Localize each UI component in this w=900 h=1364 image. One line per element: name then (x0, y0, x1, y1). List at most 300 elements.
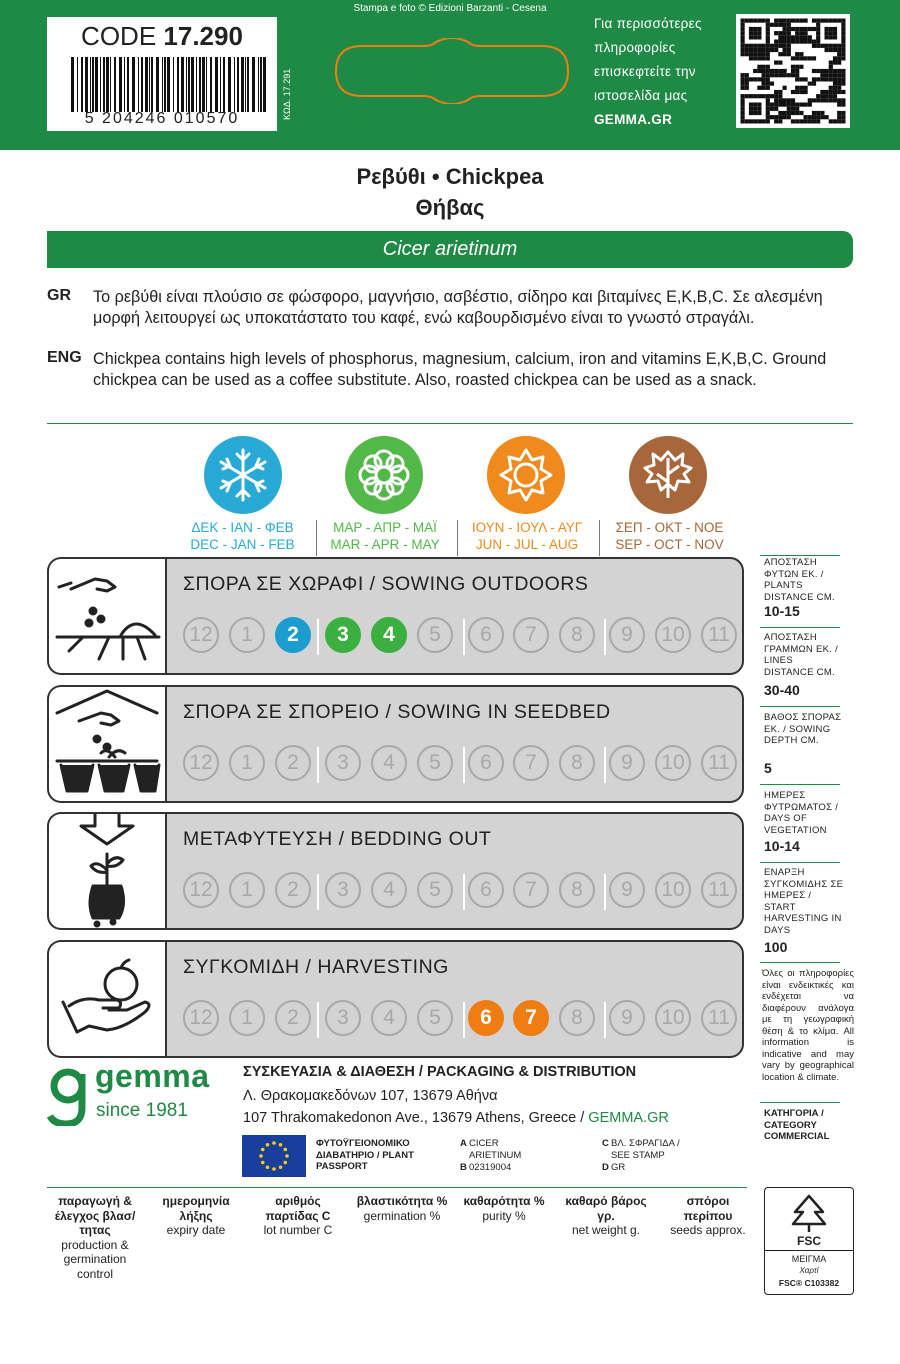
qr-module (799, 103, 803, 107)
qr-module (812, 19, 816, 23)
passport-c-value: ΒΛ. ΣΦΡΑΓΙΔΑ / SEE STAMP (611, 1138, 680, 1161)
qr-module (799, 31, 803, 35)
qr-module (749, 19, 753, 23)
eu-star (261, 1161, 265, 1165)
qr-module (795, 65, 799, 69)
qr-module (841, 111, 845, 115)
barcode-bar (223, 57, 225, 112)
month-4: 4 (371, 872, 407, 908)
season-summer: ΙΟΥΝ - ΙΟΥΛ - ΑΥΓ JUN - JUL - AUG (471, 520, 583, 552)
month-6: 6 (468, 617, 504, 653)
qr-module (837, 61, 841, 65)
qr-module (795, 86, 799, 90)
qr-module (783, 73, 787, 77)
fsc-mix: ΜΕΙΓΜΑ (791, 1254, 827, 1264)
qr-module (816, 27, 820, 31)
qr-module (791, 56, 795, 60)
barcode-bar (167, 57, 170, 112)
qr-module (820, 115, 824, 119)
qr-module (837, 98, 841, 102)
qr-module (841, 27, 845, 31)
barcode-bar (141, 57, 143, 112)
qr-module (841, 52, 845, 56)
passport-b-value: 02319004 (469, 1162, 512, 1173)
seeds-approx-field: σπόροι περίπου seeds approx. (670, 1194, 746, 1237)
qr-module (749, 52, 753, 56)
category: ΚΑΤΗΓΟΡΙΑ / CATEGORY COMMERCIAL (764, 1108, 830, 1142)
sowing-depth-label: ΒΑΘΟΣ ΣΠΟΡΑΣ ΕΚ. / SOWING DEPTH CM. (764, 712, 842, 746)
qr-module (753, 111, 757, 115)
month-panel (165, 557, 744, 675)
qr-module (757, 44, 761, 48)
barcode-bar (181, 57, 184, 112)
qr-module (741, 103, 745, 107)
barcode-bar (90, 57, 91, 112)
qr-module (825, 35, 829, 39)
qr-module (841, 48, 845, 52)
expiry-date-field: ημερομηνία λήξης expiry date (162, 1194, 230, 1237)
qr-module (741, 19, 745, 23)
qr-module (795, 119, 799, 123)
qr-module (770, 44, 774, 48)
month-2: 2 (275, 745, 311, 781)
qr-module (783, 48, 787, 52)
qr-module (778, 115, 782, 119)
qr-module (745, 48, 749, 52)
qr-module (829, 119, 833, 123)
qr-code[interactable] (736, 14, 850, 128)
packaging-title: ΣΥΣΚΕΥΑΣΙΑ & ΔΙΑΘΕΣΗ / PACKAGING & DISTRIBUTION (243, 1064, 637, 1080)
qr-module (837, 115, 841, 119)
qr-module (833, 77, 837, 81)
qr-module (774, 31, 778, 35)
month-2: 2 (275, 617, 311, 653)
barcode-bar (132, 57, 135, 112)
qr-module (837, 90, 841, 94)
month-3: 3 (325, 872, 361, 908)
barcode-bar (100, 57, 101, 112)
fsc-paper: Χαρτί (799, 1266, 819, 1275)
fsc-divider (765, 1250, 853, 1251)
qr-module (787, 31, 791, 35)
qr-module (808, 82, 812, 86)
eu-star (272, 1167, 276, 1171)
qr-module (795, 27, 799, 31)
qr-module (812, 98, 816, 102)
month-7: 7 (513, 745, 549, 781)
qr-module (812, 82, 816, 86)
qr-module (774, 19, 778, 23)
qr-module (820, 98, 824, 102)
qr-module (829, 69, 833, 73)
plants-distance-label: ΑΠΟΣΤΑΣΗ ΦΥΤΩΝ ΕΚ. / PLANTS DISTANCE CM. (764, 557, 835, 603)
qr-module (787, 27, 791, 31)
qr-module (808, 103, 812, 107)
barcode (69, 57, 269, 112)
qr-module (837, 48, 841, 52)
qr-module (829, 48, 833, 52)
qr-module (753, 77, 757, 81)
qr-module (816, 111, 820, 115)
qr-module (829, 86, 833, 90)
qr-module (757, 119, 761, 123)
qr-module (841, 69, 845, 73)
brand-name: gemma (95, 1058, 210, 1094)
qr-module (770, 48, 774, 52)
qr-module (791, 119, 795, 123)
barcode-bar (258, 57, 259, 112)
qr-module (741, 40, 745, 44)
code-box (47, 17, 277, 131)
qr-module (741, 111, 745, 115)
month-10: 10 (655, 872, 691, 908)
qr-module (837, 19, 841, 23)
qr-module (791, 27, 795, 31)
qr-module (749, 77, 753, 81)
qr-module (812, 77, 816, 81)
hanger-hole-outline (332, 38, 572, 104)
rc-divider (760, 555, 840, 556)
qr-module (778, 61, 782, 65)
qr-module (778, 19, 782, 23)
qr-module (753, 103, 757, 107)
qr-module (774, 61, 778, 65)
qr-module (816, 77, 820, 81)
snowflake-icon (204, 436, 282, 514)
qr-module (741, 27, 745, 31)
qr-module (778, 44, 782, 48)
qr-module (829, 98, 833, 102)
barcode-bar (106, 57, 109, 112)
eu-star (259, 1154, 263, 1158)
qr-module (787, 73, 791, 77)
qr-module (753, 31, 757, 35)
month-7: 7 (513, 1000, 549, 1036)
qr-module (837, 119, 841, 123)
qr-module (749, 119, 753, 123)
qr-module (795, 111, 799, 115)
qr-module (766, 19, 770, 23)
qr-module (741, 48, 745, 52)
qr-module (799, 90, 803, 94)
month-4: 4 (371, 745, 407, 781)
barcode-bar (127, 57, 129, 112)
qr-module (766, 86, 770, 90)
qr-module (766, 107, 770, 111)
qr-module (804, 90, 808, 94)
month-3: 3 (325, 617, 361, 653)
barcode-bar (220, 57, 221, 112)
start-harvesting-value: 100 (764, 939, 788, 955)
month-11: 11 (701, 745, 737, 781)
qr-module (825, 48, 829, 52)
qr-module (762, 19, 766, 23)
rc-divider (760, 962, 840, 963)
qr-module (829, 65, 833, 69)
fsc-tree-icon (787, 1192, 831, 1232)
qr-module (778, 103, 782, 107)
divider (47, 1187, 747, 1188)
qr-module (795, 107, 799, 111)
qr-module (825, 31, 829, 35)
qr-module (804, 103, 808, 107)
barcode-bar (202, 57, 205, 112)
calendar-bedding-out (47, 812, 744, 930)
barcode-bar (210, 57, 212, 112)
qr-module (757, 77, 761, 81)
rc-divider (760, 706, 840, 707)
qr-module (774, 40, 778, 44)
qr-module (833, 86, 837, 90)
qr-module (749, 107, 753, 111)
qr-module (812, 69, 816, 73)
qr-module (741, 107, 745, 111)
qr-module (749, 48, 753, 52)
net-weight-field: καθαρό βάρος γρ. net weight g. (565, 1194, 647, 1237)
qr-module (762, 52, 766, 56)
qr-module (753, 94, 757, 98)
qr-module (749, 103, 753, 107)
qr-module (753, 44, 757, 48)
month-2: 2 (275, 1000, 311, 1036)
qr-module (816, 69, 820, 73)
qr-module (837, 44, 841, 48)
month-1: 1 (229, 1000, 265, 1036)
qr-module (799, 52, 803, 56)
block-title: ΜΕΤΑΦΥΤΕΥΣΗ / BEDDING OUT (183, 828, 492, 850)
days-vegetation-label: ΗΜΕΡΕΣ ΦΥΤΡΩΜΑΤΟΣ / DAYS OF VEGETATION (764, 790, 839, 836)
print-credit: Stampa e foto © Edizioni Barzanti - Cesena (353, 3, 547, 14)
qr-module (778, 40, 782, 44)
qr-module (795, 90, 799, 94)
purity-field: καθαρότητα % purity % (463, 1194, 545, 1223)
quarter-divider (604, 1002, 606, 1038)
fsc-badge (764, 1187, 854, 1295)
days-vegetation-value: 10-14 (764, 838, 800, 854)
eu-star (279, 1143, 283, 1147)
barcode-bar (215, 57, 218, 112)
qr-module (829, 61, 833, 65)
qr-module (841, 23, 845, 27)
qr-module (787, 107, 791, 111)
qr-module (825, 98, 829, 102)
qr-module (795, 77, 799, 81)
qr-module (816, 98, 820, 102)
qr-module (799, 35, 803, 39)
qr-module (774, 107, 778, 111)
qr-module (766, 115, 770, 119)
qr-module (753, 19, 757, 23)
website-link[interactable]: GEMMA.GR (588, 1110, 669, 1126)
qr-module (770, 103, 774, 107)
qr-module (783, 40, 787, 44)
qr-module (791, 19, 795, 23)
qr-module (816, 31, 820, 35)
qr-module (829, 27, 833, 31)
qr-module (799, 86, 803, 90)
qr-module (757, 56, 761, 60)
qr-module (762, 56, 766, 60)
qr-module (841, 77, 845, 81)
qr-module (791, 65, 795, 69)
quarter-divider (604, 874, 606, 910)
qr-module (795, 31, 799, 35)
barcode-bar (228, 57, 231, 112)
qr-module (749, 44, 753, 48)
sun-icon (487, 436, 565, 514)
qr-module (770, 23, 774, 27)
qr-module (774, 115, 778, 119)
barcode-bar (263, 57, 266, 112)
qr-module (778, 94, 782, 98)
qr-module (745, 52, 749, 56)
qr-module (757, 27, 761, 31)
qr-module (833, 73, 837, 77)
qr-module (778, 52, 782, 56)
gr-description: Το ρεβύθι είναι πλούσιο σε φώσφορο, μαγνήσιο, ασβέστιο, σίδηρο και βιταμίνες Ε,Κ,Β,C. Σε αλεσμένη μορφή λειτουργεί ως υποκατάστατο του καφέ, ενώ καβουρδισμένο είναι το γνωστό στραγάλι. (93, 288, 823, 327)
qr-module (837, 111, 841, 115)
qr-module (787, 19, 791, 23)
qr-module (833, 44, 837, 48)
qr-module (804, 27, 808, 31)
qr-module (812, 119, 816, 123)
qr-module (825, 94, 829, 98)
qr-module (741, 52, 745, 56)
qr-module (787, 98, 791, 102)
barcode-bar (114, 57, 116, 112)
qr-module (745, 77, 749, 81)
month-9: 9 (609, 1000, 645, 1036)
passport-d-label: D (602, 1162, 609, 1173)
qr-module (766, 69, 770, 73)
germination-field: βλαστικότητα % germination % (356, 1194, 448, 1223)
calendar-sowing-seedbed (47, 685, 744, 803)
qr-module (762, 73, 766, 77)
month-10: 10 (655, 617, 691, 653)
barcode-bar (245, 57, 246, 112)
qr-module (833, 69, 837, 73)
qr-module (766, 111, 770, 115)
eng-description: Chickpea contains high levels of phosphorus, magnesium, calcium, iron and vitamins E,K,B,C. Ground chickpea can be used as a coffee substitute. Also, roasted chickpea can be used as a snack. (93, 350, 827, 389)
qr-module (816, 115, 820, 119)
barcode-bar (71, 57, 74, 112)
month-5: 5 (417, 745, 453, 781)
product-code: CODE 17.290 (81, 21, 243, 51)
qr-module (762, 69, 766, 73)
qr-module (770, 82, 774, 86)
qr-module (766, 31, 770, 35)
qr-module (778, 73, 782, 77)
qr-module (787, 48, 791, 52)
qr-module (837, 52, 841, 56)
eng-tag: ENG (47, 349, 82, 366)
qr-module (774, 48, 778, 52)
qr-module (745, 19, 749, 23)
barcode-bar (173, 57, 174, 112)
qr-module (753, 119, 757, 123)
qr-module (812, 44, 816, 48)
qr-module (757, 31, 761, 35)
qr-module (820, 111, 824, 115)
qr-module (783, 98, 787, 102)
calendar-sowing-outdoors (47, 557, 744, 675)
disclaimer-note: Όλες οι πληροφορίες είναι ενδεικτικές και ενδέχεται να διαφέρουν ανάλογα με τη γεωγραφική θέση & το κλίμα. All information is indicative and may vary by geographical location & climate. (762, 968, 854, 1083)
qr-module (829, 94, 833, 98)
rc-divider (760, 1102, 840, 1103)
qr-module (753, 27, 757, 31)
barcode-bar (81, 57, 83, 112)
qr-module (783, 23, 787, 27)
qr-module (766, 56, 770, 60)
qr-module (766, 40, 770, 44)
qr-module (833, 98, 837, 102)
qr-module (829, 31, 833, 35)
qr-module (795, 19, 799, 23)
qr-module (766, 98, 770, 102)
qr-module (808, 56, 812, 60)
bedding-out-icon (47, 812, 167, 930)
qr-module (783, 111, 787, 115)
qr-module (757, 52, 761, 56)
qr-module (825, 69, 829, 73)
qr-module (795, 40, 799, 44)
calendar-harvesting (47, 940, 744, 1058)
qr-module (762, 44, 766, 48)
qr-module (762, 48, 766, 52)
barcode-bar (177, 57, 179, 112)
barcode-bar (124, 57, 125, 112)
barcode-bar (92, 57, 94, 112)
qr-module (753, 35, 757, 39)
qr-module (816, 35, 820, 39)
qr-module (757, 107, 761, 111)
qr-module (812, 115, 816, 119)
barcode-bar (237, 57, 239, 112)
qr-module (749, 35, 753, 39)
qr-module (799, 111, 803, 115)
qr-module (812, 27, 816, 31)
qr-module (787, 115, 791, 119)
qr-module (741, 77, 745, 81)
qr-module (783, 86, 787, 90)
qr-module (820, 19, 824, 23)
qr-module (795, 73, 799, 77)
qr-module (741, 35, 745, 39)
month-6: 6 (468, 745, 504, 781)
qr-module (757, 111, 761, 115)
qr-module (774, 90, 778, 94)
fsc-code: FSC® C103382 (778, 1278, 840, 1288)
qr-module (757, 35, 761, 39)
qr-module (837, 73, 841, 77)
qr-module (841, 56, 845, 60)
month-9: 9 (609, 872, 645, 908)
ean-number: 5 204246 010570 (84, 110, 240, 127)
block-title: ΣΥΓΚΟΜΙΔΗ / HARVESTING (183, 956, 449, 978)
qr-module (778, 98, 782, 102)
address-gr: Λ. Θρακομακεδόνων 107, 13679 Αθήνα (243, 1088, 498, 1104)
passport-c-label: C (602, 1138, 609, 1149)
qr-module (770, 107, 774, 111)
qr-module (841, 31, 845, 35)
lines-distance-label: ΑΠΟΣΤΑΣΗ ΓΡΑΜΜΩΝ ΕΚ. / LINES DISTANCE CM. (764, 632, 839, 678)
barcode-bar (149, 57, 150, 112)
qr-module (774, 98, 778, 102)
qr-module (799, 56, 803, 60)
qr-module (774, 73, 778, 77)
qr-module (808, 40, 812, 44)
quarter-divider (317, 619, 319, 655)
